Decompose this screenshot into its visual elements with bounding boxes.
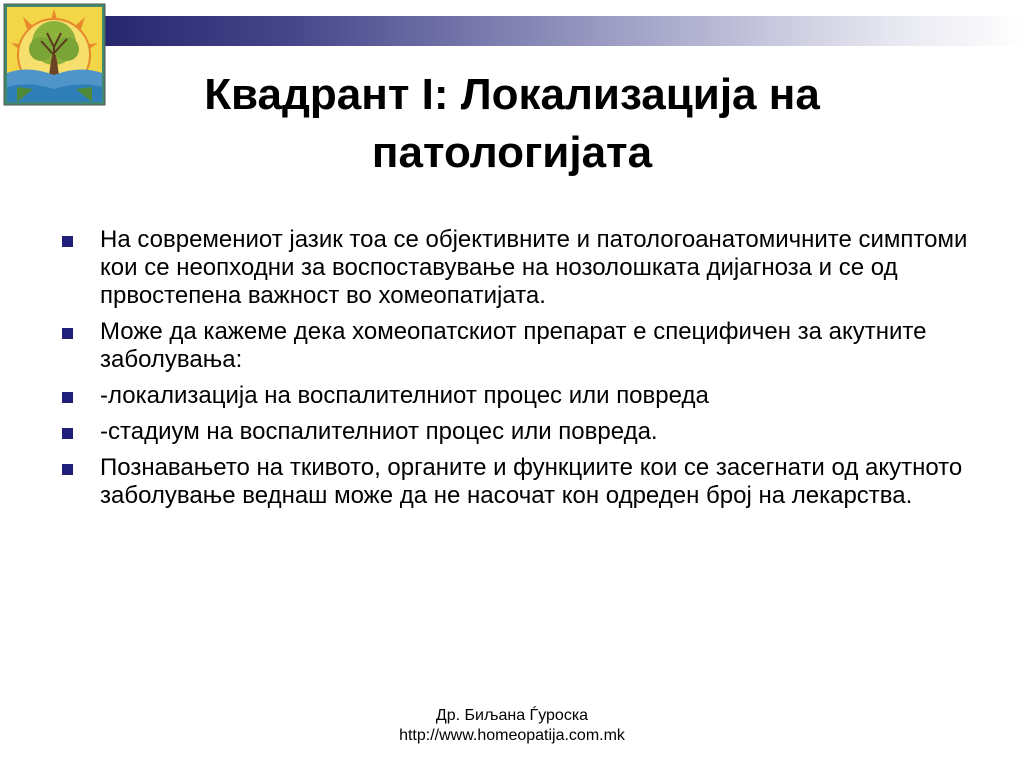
bullet-text: Може да кажеме дека хомеопатскиот препарат е специфичен за акутните заболувања: (100, 318, 927, 373)
slide-title (60, 66, 964, 182)
bullet-text: -локализација на воспалителниот процес или повреда (100, 382, 709, 409)
square-bullet-icon (62, 392, 73, 403)
slide-footer (312, 706, 712, 746)
bullet-item (62, 454, 982, 510)
slide-title-line-1: Квадрант I: Локализација на (204, 70, 820, 119)
footer-url: http://www.homeopatija.com.mk (399, 727, 625, 744)
bullet-text: -стадиум на воспалителниот процес или повреда. (100, 418, 658, 445)
bullet-text: Познавањето на ткивото, органите и функциите кои се засегнати од акутното заболување веднаш може да не насочат кон одреден број на лекарства. (100, 454, 963, 509)
bullet-item (62, 226, 982, 310)
header-gradient-bar (105, 16, 1024, 46)
bullet-item (62, 382, 982, 410)
bullet-item (62, 418, 982, 446)
footer-author: Др. Биљана Ѓуроска (435, 707, 589, 724)
square-bullet-icon (62, 328, 73, 339)
slide-title-line-2: патологијата (371, 128, 653, 177)
square-bullet-icon (62, 236, 73, 247)
bullet-list (62, 226, 982, 518)
square-bullet-icon (62, 464, 73, 475)
bullet-item (62, 318, 982, 374)
bullet-text: На современиот јазик тоа се објективните и патологоанатомичните симптоми кои се неопходни за воспоставување на нозолошката дијагноза и се од првостепена важност во хомеопатијата. (100, 226, 968, 309)
square-bullet-icon (62, 428, 73, 439)
